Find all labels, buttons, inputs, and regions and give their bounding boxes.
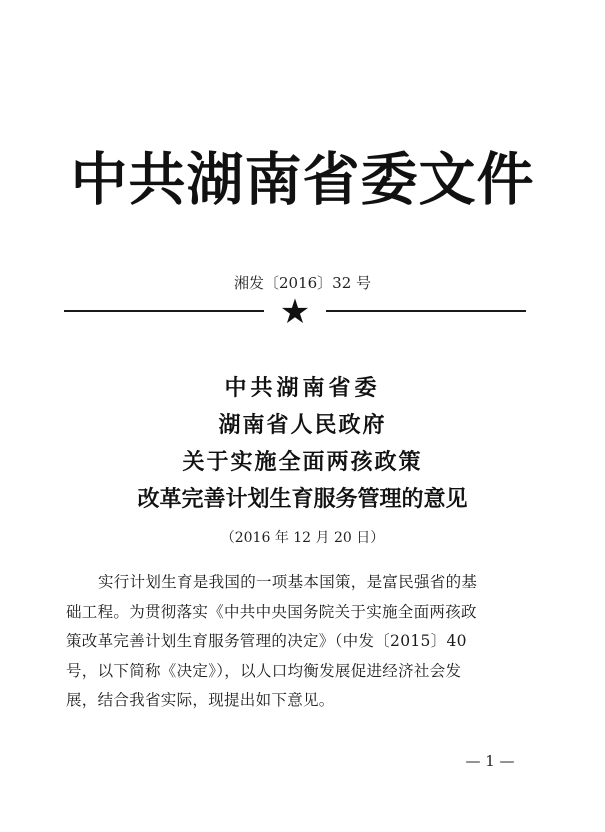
title-line: 湖南省人民政府	[218, 413, 387, 438]
body-line: 展，结合我省实际，现提出如下意见。	[66, 691, 335, 709]
body-line: 实行计划生育是我国的一项基本国策，是富民强省的基	[98, 573, 478, 591]
document-number: 湘发〔2016〕32 号	[233, 274, 372, 292]
body-line: 础工程。为贯彻落实《中共中央国务院关于实施全面两孩政	[66, 602, 477, 621]
title-line: 改革完善计划生育服务管理的意见	[137, 487, 468, 512]
body-paragraph	[66, 568, 536, 716]
title-line: 中共湖南省委	[224, 376, 381, 401]
page-number: — 1 —	[465, 752, 515, 770]
body-line: 号，以下简称《决定》），以人口均衡发展促进经济社会发	[66, 661, 462, 680]
divider-rule-left	[64, 310, 264, 312]
issue-date: （2016 年 12 月 20 日）	[220, 530, 385, 546]
body-line: 策改革完善计划生育服务管理的决定》（中发〔2015〕40	[66, 632, 467, 650]
document-title	[0, 370, 605, 518]
divider-rule-right	[326, 310, 526, 312]
star-icon: ★	[279, 292, 311, 332]
title-line: 关于实施全面两孩政策	[182, 450, 423, 475]
masthead: 中共湖南省委文件	[70, 147, 535, 213]
